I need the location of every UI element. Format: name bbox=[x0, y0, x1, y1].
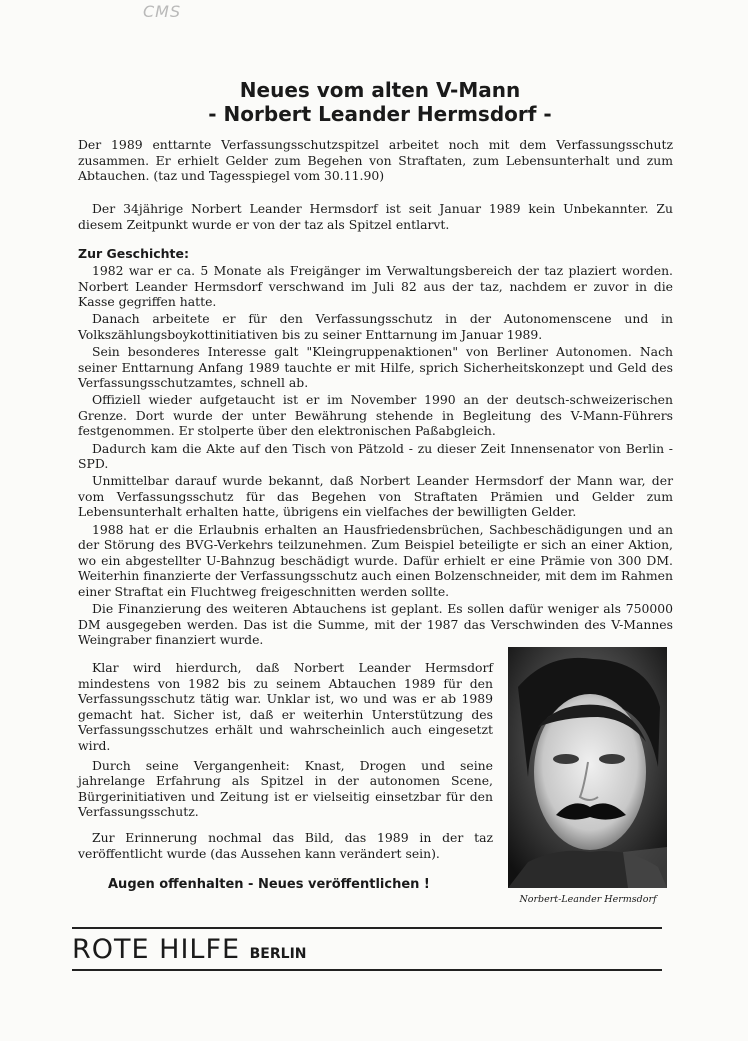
footer-rule-bottom bbox=[72, 969, 662, 971]
pencil-annotation: CMS bbox=[143, 2, 182, 21]
history-heading: Zur Geschichte: bbox=[78, 246, 190, 261]
headline-line-1: Neues vom alten V-Mann bbox=[239, 78, 521, 102]
history-paragraph: Dadurch kam die Akte auf den Tisch von Pätzold - zu dieser Zeit Innensenator von Berlin - SPD. bbox=[78, 440, 673, 472]
photo-caption: Norbert-Leander Hermsdorf bbox=[519, 894, 657, 905]
intro-lead: Der 1989 enttarnte Verfassungsschutzspitzel arbeitet noch mit dem Verfassungsschutz zusammen. Er erhielt Gelder zum Begehen von Straftaten, zum Lebensunterhalt und zum Abtauchen. (taz und Tagesspiegel vom 30.11.90) bbox=[78, 137, 673, 184]
footer-brand bbox=[72, 934, 307, 965]
conclusion-paragraph: Zur Erinnerung nochmal das Bild, das 1989 in der taz veröffentlicht wurde (das Aussehen kann verändert sein). bbox=[78, 829, 493, 861]
slogan: Augen offenhalten - Neues veröffentlichen ! bbox=[108, 877, 430, 892]
brand-name: ROTE HILFE bbox=[72, 934, 241, 965]
history-paragraph: 1988 hat er die Erlaubnis erhalten an Hausfriedensbrüchen, Sachbeschädigungen und an der Störung des BVG-Verkehrs teilzunehmen. Zum Beispiel beteiligte er sich an einer Aktion, wo ein abgestellter U-Bahnzug beschädigt wurde. Dafür erhielt er eine Prämie von 300 DM. Weiterhin finanzierte der Verfassungsschutz auch einen Bolzenschneider, mit dem im Rahmen einer Straftat ein Fluchtweg freigeschnitten werden sollte. bbox=[78, 521, 673, 599]
conclusion-paragraph: Durch seine Vergangenheit: Knast, Drogen und seine jahrelange Erfahrung als Spitzel in der autonomen Scene, Bürgerinitiativen und Zeitung ist er vielseitig einsetzbar für den Verfassungsschutz. bbox=[78, 757, 493, 820]
brand-city: BERLIN bbox=[249, 946, 307, 962]
intro-second: Der 34jährige Norbert Leander Hermsdorf ist seit Januar 1989 kein Unbekannter. Zu diesem Zeitpunkt wurde er von der taz als Spitzel entlarvt. bbox=[78, 201, 673, 232]
history-body bbox=[78, 263, 673, 649]
conclusion-paragraph: Klar wird hierdurch, daß Norbert Leander Hermsdorf mindestens von 1982 bis zu seinem Abtauchen 1989 für den Verfassungsschutz tätig war. Unklar ist, wo und was er ab 1989 gemacht hat. Sicher ist, daß er weiterhin Unterstützung des Verfassungsschutzes erhält und wahrscheinlich auch eingesetzt wird. bbox=[78, 660, 493, 753]
history-paragraph: 1982 war er ca. 5 Monate als Freigänger im Verwaltungsbereich der taz plaziert worden. Norbert Leander Hermsdorf verschwand im Juli 82 aus der taz, nachdem er zuvor in die Kasse gegriffen hatte. bbox=[78, 263, 673, 310]
history-paragraph: Die Finanzierung des weiteren Abtauchens ist geplant. Es sollen dafür weniger als 750000 DM ausgegeben werden. Das ist die Summe, mit der 1987 das Verschwinden des V-Mannes Weingraber finanziert wurde. bbox=[78, 600, 673, 648]
headline-line-2: - Norbert Leander Hermsdorf - bbox=[208, 102, 552, 126]
history-paragraph: Sein besonderes Interesse galt "Kleingruppenaktionen" von Berliner Autonomen. Nach seiner Enttarnung Anfang 1989 tauchte er mit Hilfe, sprich Sicherheitskonzept und Geld des Verfassungsschutzamtes, schnell ab. bbox=[78, 343, 673, 391]
portrait-photo bbox=[508, 647, 667, 888]
history-paragraph: Offiziell wieder aufgetaucht ist er im November 1990 an der deutsch-schweizerischen Grenze. Dort wurde der unter Bewährung stehende in Begleitung des V-Mann-Führers festgenommen. Er stolperte über den elektronischen Paßabgleich. bbox=[78, 392, 673, 439]
portrait-image bbox=[508, 647, 667, 888]
conclusion-column bbox=[78, 660, 493, 865]
footer-rule-top bbox=[72, 927, 662, 929]
history-paragraph: Danach arbeitete er für den Verfassungsschutz in der Autonomenscene und in Volkszählungsboykottinitiativen bis zu seiner Enttarnung im Januar 1989. bbox=[78, 311, 673, 342]
history-paragraph: Unmittelbar darauf wurde bekannt, daß Norbert Leander Hermsdorf der Mann war, der vom Verfassungsschutz für das Begehen von Straftaten Prämien und Gelder zum Lebensunterhalt erhalten hatte, übrigens ein vielfaches der bewilligten Gelder. bbox=[78, 473, 673, 520]
